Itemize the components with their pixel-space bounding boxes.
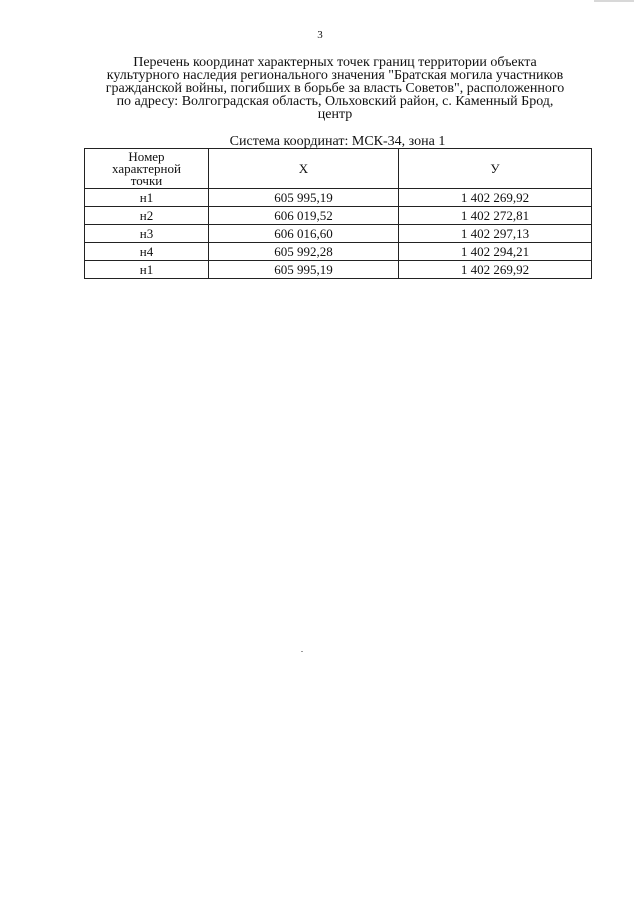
header-point-number	[85, 149, 209, 189]
cell-y: 1 402 294,21	[399, 243, 592, 261]
table-row	[85, 207, 592, 225]
table-row	[85, 225, 592, 243]
cell-y: 1 402 297,13	[399, 225, 592, 243]
coordinates-table	[84, 148, 592, 279]
title-line: по адресу: Волгоградская область, Ольховский район, с. Каменный Брод,	[116, 94, 554, 109]
header-point-number-line: Номер	[128, 148, 165, 164]
cell-point: н3	[85, 225, 209, 243]
header-y: У	[399, 149, 592, 189]
coordinate-system-label: Система координат: МСК-34, зона 1	[229, 134, 446, 149]
table-row	[85, 189, 592, 207]
table-header-row	[85, 149, 592, 189]
cell-point: н4	[85, 243, 209, 261]
cell-y: 1 402 269,92	[399, 261, 592, 279]
scan-speck	[301, 651, 303, 652]
document-title	[80, 56, 590, 121]
cell-point: н1	[85, 189, 209, 207]
header-point-number-line: точки	[130, 172, 163, 188]
title-line: центр	[317, 107, 353, 122]
table-row	[85, 243, 592, 261]
cell-point: н1	[85, 261, 209, 279]
cell-x: 605 995,19	[209, 261, 399, 279]
header-point-number-line: характерной	[112, 160, 181, 176]
table-row	[85, 261, 592, 279]
title-line: гражданской войны, погибших в борьбе за власть Советов", расположенного	[105, 81, 565, 96]
cell-x: 605 995,19	[209, 189, 399, 207]
cell-x: 606 016,60	[209, 225, 399, 243]
scan-artifact	[594, 0, 634, 2]
cell-y: 1 402 269,92	[399, 189, 592, 207]
page-number: 3	[317, 29, 323, 41]
cell-point: н2	[85, 207, 209, 225]
title-line: культурного наследия регионального значения "Братская могила участников	[106, 68, 564, 83]
cell-x: 606 019,52	[209, 207, 399, 225]
cell-y: 1 402 272,81	[399, 207, 592, 225]
cell-x: 605 992,28	[209, 243, 399, 261]
header-x: X	[209, 149, 399, 189]
title-line: Перечень координат характерных точек границ территории объекта	[133, 55, 537, 70]
